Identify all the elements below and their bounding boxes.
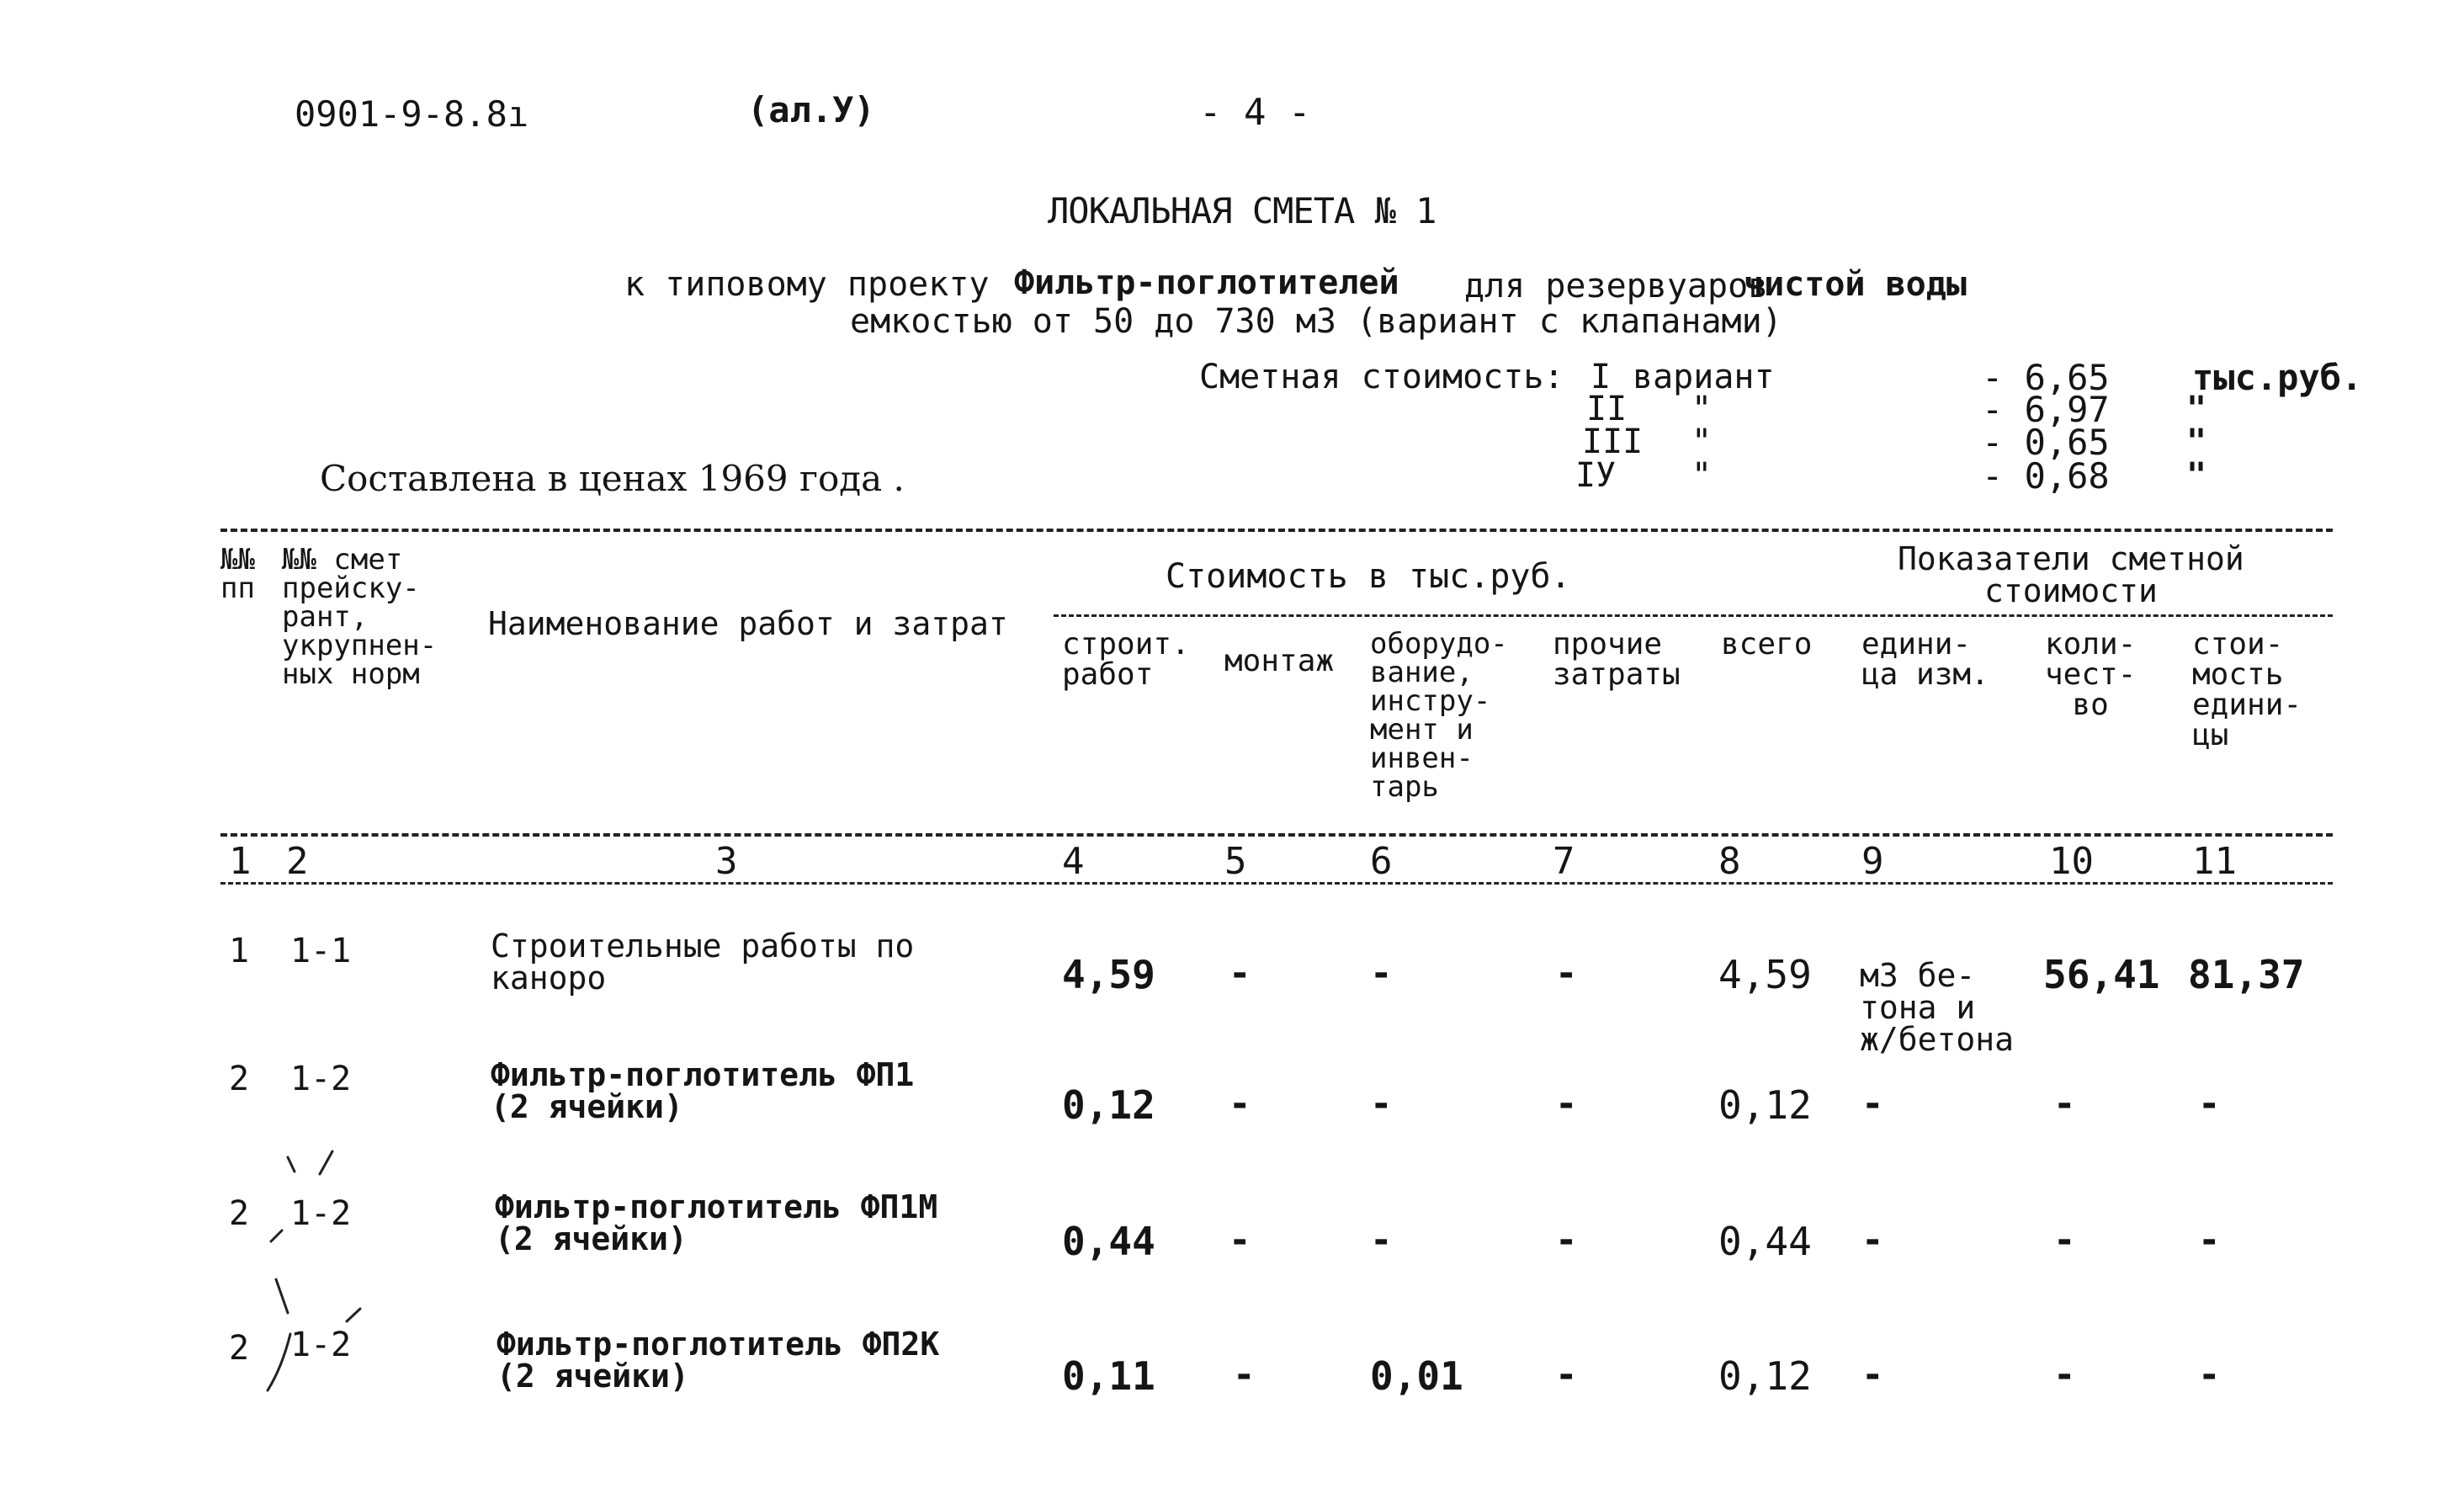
row-name: Фильтр-поглотитель ФП1 (2 ячейки) — [491, 1056, 915, 1125]
row-construction-cost: 0,44 — [1062, 1219, 1155, 1264]
col10-header: коли- чест- во — [2045, 627, 2137, 722]
row-unit: - — [1861, 1082, 1884, 1125]
row-equipment-cost: 0,01 — [1370, 1353, 1463, 1399]
col5-header: монтаж — [1224, 644, 1335, 678]
doc-code: 0901-9-8.8ı — [295, 93, 529, 135]
row-equipment-cost: - — [1370, 1082, 1393, 1125]
col7-header: прочие затраты — [1553, 627, 1681, 692]
variant-3-value: - 0,65 — [1982, 422, 2110, 463]
column-numbers-rule — [220, 882, 2333, 885]
variant-1-value: - 6,65 — [1982, 357, 2110, 398]
col2-header: №№ смет прейску- рант, укрупнен- ных норм — [282, 543, 438, 691]
variant-3-word: " — [1691, 423, 1713, 461]
row-other-cost: - — [1555, 1219, 1578, 1262]
row-unit: м3 бе- тона и ж/бетона — [1860, 957, 2015, 1058]
row-equipment-cost: - — [1370, 952, 1393, 995]
row-other-cost: - — [1555, 1082, 1578, 1125]
indicators-group-header: Показатели сметной стоимости — [1898, 540, 2244, 609]
col11-header: стои- мость едини- цы — [2192, 627, 2302, 752]
document-title: ЛОКАЛЬНАЯ СМЕТА № 1 — [1048, 190, 1436, 231]
row-total: 0,12 — [1718, 1353, 1812, 1399]
row-other-cost: - — [1555, 952, 1578, 995]
row-ref: 1-2 — [290, 1326, 352, 1364]
column-number: 7 — [1553, 840, 1575, 883]
variant-4-value: - 0,68 — [1982, 455, 2110, 497]
title-line-2: емкостью от 50 до 730 м3 (вариант с клапанами) — [850, 302, 1782, 341]
variant-3-unit: " — [2186, 423, 2207, 461]
row-name: Строительные работы по каноро — [491, 927, 915, 996]
column-number: 5 — [1224, 840, 1247, 883]
page-number: - 4 - — [1199, 91, 1311, 134]
variant-1-word: вариант — [1633, 358, 1775, 396]
row-unit-cost: - — [2198, 1353, 2221, 1396]
header-bottom-rule — [220, 833, 2333, 837]
variant-1-unit: тыс.руб. — [2192, 357, 2363, 398]
column-number: 10 — [2049, 840, 2094, 883]
row-quantity: - — [2053, 1353, 2076, 1396]
row-pp: 2 — [229, 1060, 250, 1098]
row-pp: 1 — [229, 932, 250, 970]
header-group-rule — [1054, 614, 2333, 617]
cost-label: Сметная стоимость: — [1199, 358, 1564, 396]
row-ref: 1-2 — [290, 1060, 352, 1098]
row-other-cost: - — [1555, 1353, 1578, 1396]
row-name: Фильтр-поглотитель ФП1М (2 ячейки) — [495, 1188, 938, 1257]
row-installation-cost: - — [1229, 1082, 1251, 1125]
row-total: 0,12 — [1718, 1082, 1812, 1128]
row-unit-cost: - — [2198, 1219, 2221, 1262]
variant-2-value: - 6,97 — [1982, 389, 2110, 430]
row-installation-cost: - — [1229, 1219, 1251, 1262]
column-number: 4 — [1062, 840, 1085, 883]
col6-header: оборудо- вание, инстру- мент и инвен- тарь — [1370, 627, 1508, 804]
table-top-rule — [220, 529, 2333, 532]
row-installation-cost: - — [1233, 1353, 1256, 1396]
col1-header: №№ пп — [220, 543, 255, 605]
column-number: 3 — [715, 840, 738, 883]
variant-2-roman: II — [1586, 390, 1628, 428]
title-line-1b: Фильтр-поглотителей — [1014, 263, 1399, 302]
title-line-1a: к типовому проекту — [624, 265, 990, 304]
variant-2-unit: " — [2186, 390, 2207, 428]
variant-4-unit: " — [2186, 456, 2207, 495]
row-unit-cost: - — [2198, 1082, 2221, 1125]
row-quantity: - — [2053, 1219, 2076, 1262]
title-line-1d: чистой воды — [1744, 265, 1967, 304]
row-quantity: - — [2053, 1082, 2076, 1125]
row-pp: 2 — [229, 1194, 250, 1233]
column-number: 1 — [229, 840, 252, 883]
variant-3-roman: III — [1582, 423, 1644, 461]
row-installation-cost: - — [1229, 952, 1251, 995]
row-unit: - — [1861, 1219, 1884, 1262]
cost-group-header: Стоимость в тыс.руб. — [1166, 557, 1571, 596]
prices-note: Составлена в ценах 1969 года . — [320, 458, 905, 499]
row-ref: 1-2 — [290, 1194, 352, 1233]
row-construction-cost: 0,12 — [1062, 1082, 1155, 1128]
row-unit: - — [1861, 1353, 1884, 1396]
album-number: (ал.У) — [747, 89, 875, 130]
row-construction-cost: 0,11 — [1062, 1353, 1155, 1399]
column-number: 6 — [1370, 840, 1393, 883]
column-number: 8 — [1718, 840, 1741, 883]
col4-header: строит. работ — [1062, 627, 1190, 692]
variant-2-word: " — [1691, 390, 1713, 428]
row-name: Фильтр-поглотитель ФП2К (2 ячейки) — [497, 1326, 940, 1395]
row-pp: 2 — [229, 1329, 250, 1368]
row-ref: 1-1 — [290, 932, 352, 970]
row-equipment-cost: - — [1370, 1219, 1393, 1262]
row-unit-cost: 81,37 — [2188, 952, 2305, 997]
col3-header: Наименование работ и затрат — [488, 605, 1008, 642]
variant-4-roman: IУ — [1575, 456, 1617, 495]
col9-header: едини- ца изм. — [1861, 627, 1989, 692]
row-construction-cost: 4,59 — [1062, 952, 1155, 997]
title-line-1c: для резервуаров — [1464, 267, 1769, 306]
variant-4-word: " — [1691, 456, 1713, 495]
row-total: 4,59 — [1718, 952, 1812, 997]
variant-1-roman: I — [1590, 358, 1612, 396]
row-total: 0,44 — [1718, 1219, 1812, 1264]
column-number: 11 — [2192, 840, 2237, 883]
col8-header: всего — [1721, 627, 1813, 662]
column-number: 2 — [286, 840, 309, 883]
column-number: 9 — [1861, 840, 1884, 883]
row-quantity: 56,41 — [2043, 952, 2160, 997]
